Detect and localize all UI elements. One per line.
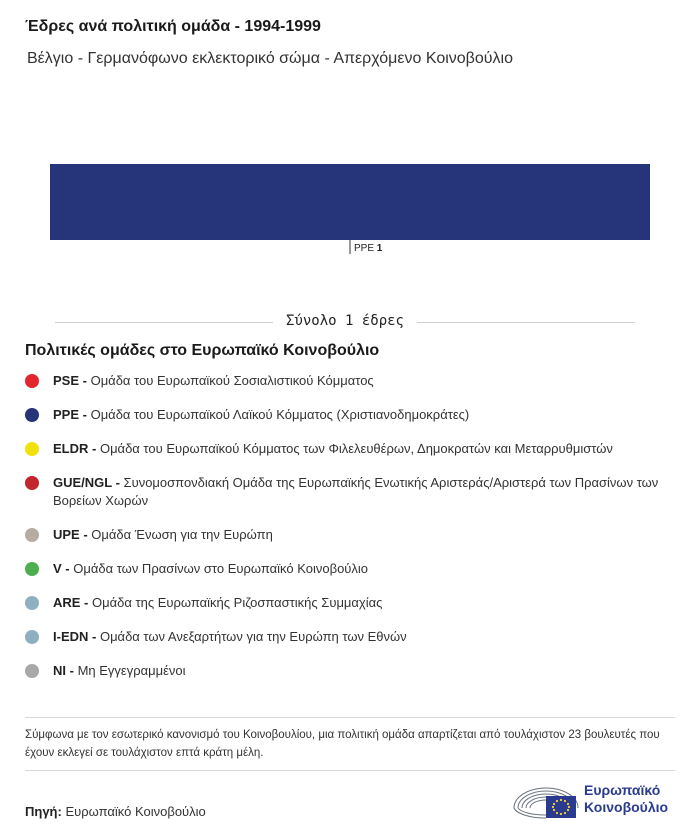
total-seats-label: Σύνολο 1 έδρες [285,313,404,329]
bar-segment-ppe [50,164,650,240]
european-parliament-logo-icon [512,778,580,822]
chart-title: Έδρες ανά πολιτική ομάδα - 1994-1999 [25,18,321,35]
legend-item [25,560,675,578]
legend-abbr: GUE/NGL - [53,475,120,490]
legend-item [25,662,675,680]
total-divider-right [417,322,635,323]
legend-desc: Μη Εγγεγραμμένοι [73,663,186,678]
logo-line-1: Ευρωπαϊκό [584,782,661,798]
legend-dot-icon [25,630,39,644]
legend-dot-icon [25,374,39,388]
legend-abbr: ELDR - [53,441,97,456]
logo-line-2: Κοινοβούλιο [584,799,669,815]
legend-dot-icon [25,476,39,490]
legend-desc: Ομάδα του Ευρωπαϊκού Σοσιαλιστικού Κόμματος [86,373,374,388]
seat-bar-chart [0,150,700,260]
legend-item [25,594,675,612]
legend-item [25,406,675,424]
legend-desc: Ομάδα της Ευρωπαϊκής Ριζοσπαστικής Συμμαχίας [88,595,383,610]
logo-text [584,782,668,816]
total-seats [55,312,635,332]
legend-item [25,372,675,390]
legend-title: Πολιτικές ομάδες στο Ευρωπαϊκό Κοινοβούλιο [25,342,380,359]
legend-desc: Ομάδα του Ευρωπαϊκού Λαϊκού Κόμματος (Χριστιανοδημοκράτες) [86,407,470,422]
legend-dot-icon [25,596,39,610]
legend-desc: Ομάδα Ένωση για την Ευρώπη [87,527,273,542]
legend-abbr: UPE - [53,527,88,542]
legend-abbr: PSE - [53,373,87,388]
legend-abbr: ARE - [53,595,89,610]
legend-item [25,526,675,544]
legend-abbr: V - [53,561,70,576]
bar-data-label: PPE 1 [354,243,383,254]
legend-desc: Ομάδα του Ευρωπαϊκού Κόμματος των Φιλελευθέρων, Δημοκρατών και Μεταρρυθμιστών [96,441,613,456]
legend-dot-icon [25,442,39,456]
legend-dot-icon [25,528,39,542]
source-label: Πηγή: [25,804,62,819]
legend-abbr: NI - [53,663,74,678]
chart-subtitle: Βέλγιο - Γερμανόφωνο εκλεκτορικό σώμα - Απερχόμενο Κοινοβούλιο [27,50,513,67]
legend-dot-icon [25,664,39,678]
source-value: Ευρωπαϊκό Κοινοβούλιο [65,804,206,819]
legend [25,372,675,696]
legend-abbr: PPE - [53,407,87,422]
footnote: Σύμφωνα με τον εσωτερικό κανονισμό του Κοινοβουλίου, μια πολιτική ομάδα απαρτίζεται από τουλάχιστον 23 βουλευτές που έχουν εκλεγεί σε τουλάχιστον επτά κράτη μέλη. [25,729,660,759]
legend-dot-icon [25,562,39,576]
legend-abbr: I-EDN - [53,629,97,644]
divider-top [25,717,675,718]
divider-bottom [25,770,675,771]
legend-item [25,628,675,646]
legend-dot-icon [25,408,39,422]
legend-desc: Συνομοσπονδιακή Ομάδα της Ευρωπαϊκής Ενωτικής Αριστεράς/Αριστερά των Πρασίνων των Βορείων Χωρών [53,475,659,508]
legend-item [25,440,675,458]
legend-desc: Ομάδα των Πρασίνων στο Ευρωπαϊκό Κοινοβούλιο [69,561,369,576]
source [25,804,206,819]
legend-desc: Ομάδα των Ανεξαρτήτων για την Ευρώπη των Εθνών [96,629,407,644]
european-parliament-logo [512,778,687,822]
legend-item [25,474,675,510]
